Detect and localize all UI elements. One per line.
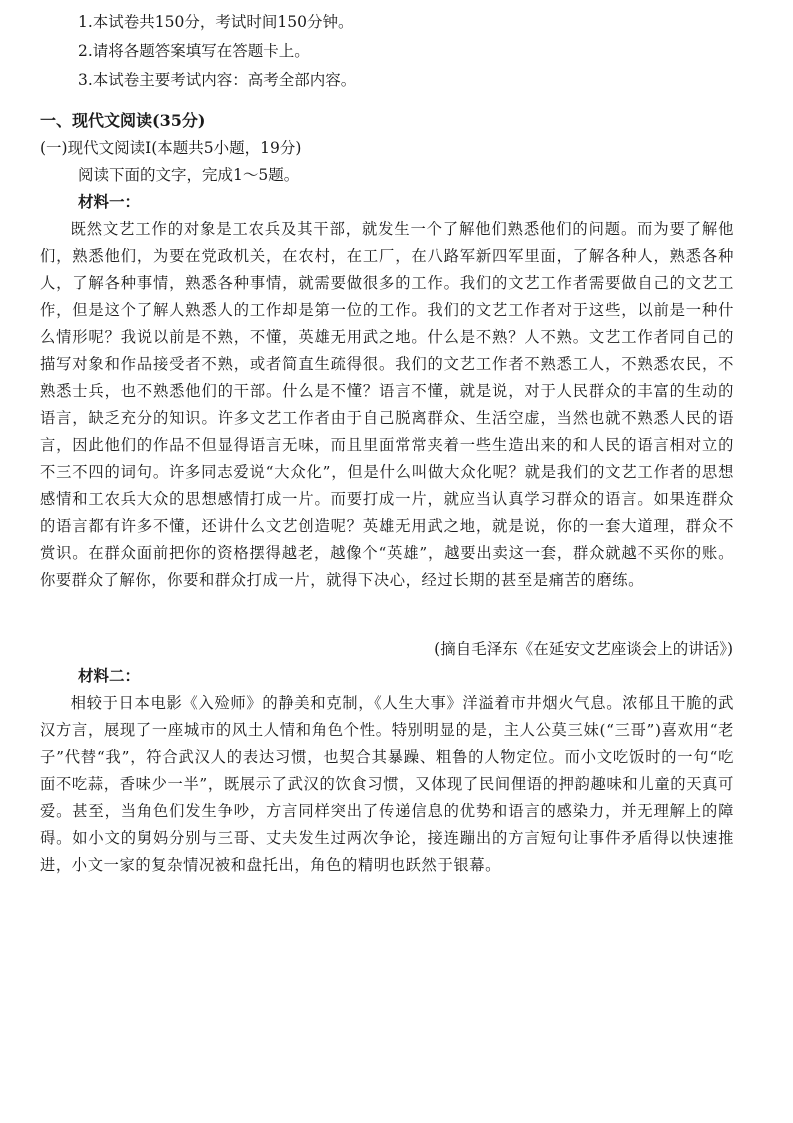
- note-item-1: 1.本试卷共150分，考试时间150分钟。: [78, 13, 354, 31]
- material-one-label: 材料一：: [78, 192, 141, 211]
- material-one-text: 既然文艺工作的对象是工农兵及其干部，就发生一个了解他们熟悉他们的问题。而为要了解他们，熟悉他们，为要在党政机关，在农村，在工厂，在八路军新四军里面，了解各种人，熟悉各种人，了解各种事情，熟悉各种事情，就需要做很多的工作。我们的文艺工作者需要做自己的文艺工作，但是这个了解人熟悉人的工作却是第一位的工作。我们的文艺工作者对于这些，以前是一种什么情形呢？我说以前是不熟，不懂，英雄无用武之地。什么是不熟？人不熟。文艺工作者同自己的描写对象和作品接受者不熟，或者简直生疏得很。我们的文艺工作者不熟悉工人，不熟悉农民，不熟悉士兵，也不熟悉他们的干部。什么是不懂？语言不懂，就是说，对于人民群众的丰富的生动的语言，缺乏充分的知识。许多文艺工作者由于自己脱离群众、生活空虚，当然也就不熟悉人民的语言，因此他们的作品不但显得语言无味，而且里面常常夹着一些生造出来的和人民的语言相对立的不三不四的词句。许多同志爱说“大众化”，但是什么叫做大众化呢？就是我们的文艺工作者的思想感情和工农兵大众的思想感情打成一片。而要打成一片，就应当认真学习群众的语言。如果连群众的语言都有许多不懂，还讲什么文艺创造呢？英雄无用武之地，就是说，你的一套大道理，群众不赏识。在群众面前把你的资格摆得越老，越像个“英雄”，越要出卖这一套，群众就越不买你的账。你要群众了解你，你要和群众打成一片，就得下决心，经过长期的甚至是痛苦的磨练。: [40, 220, 734, 589]
- reading-instruction: 阅读下面的文字，完成1～5题。: [78, 166, 300, 184]
- subsection-title: (一)现代文阅读Ⅰ(本题共5小题，19分): [40, 139, 302, 157]
- exam-notes: [78, 8, 758, 95]
- material-two-label: 材料二：: [78, 666, 141, 685]
- material-one-source: (摘自毛泽东《在延安文艺座谈会上的讲话》): [434, 640, 733, 658]
- section-title: 一、现代文阅读(35分): [40, 111, 206, 130]
- material-two-text: 相较于日本电影《入殓师》的静美和克制，《人生大事》洋溢着市井烟火气息。浓郁且干脆的武汉方言，展现了一座城市的风土人情和角色个性。特别明显的是，主人公莫三妹(“三哥”)喜欢用“老子”代替“我”，符合武汉人的表达习惯，也契合其暴躁、粗鲁的人物定位。而小文吃饭时的一句“吃面不吃蒜，香味少一半”，既展示了武汉的饮食习惯，又体现了民间俚语的押韵趣味和儿童的天真可爱。甚至，当角色们发生争吵，方言同样突出了传递信息的优势和语言的感染力，并无理解上的障碍。如小文的舅妈分别与三哥、丈夫发生过两次争论，接连蹦出的方言短句让事件矛盾得以快速推进，小文一家的复杂情况被和盘托出，角色的精明也跃然于银幕。: [40, 694, 734, 874]
- note-item-3: 3.本试卷主要考试内容：高考全部内容。: [78, 71, 357, 89]
- note-item-2: 2.请将各题答案填写在答题卡上。: [78, 42, 310, 60]
